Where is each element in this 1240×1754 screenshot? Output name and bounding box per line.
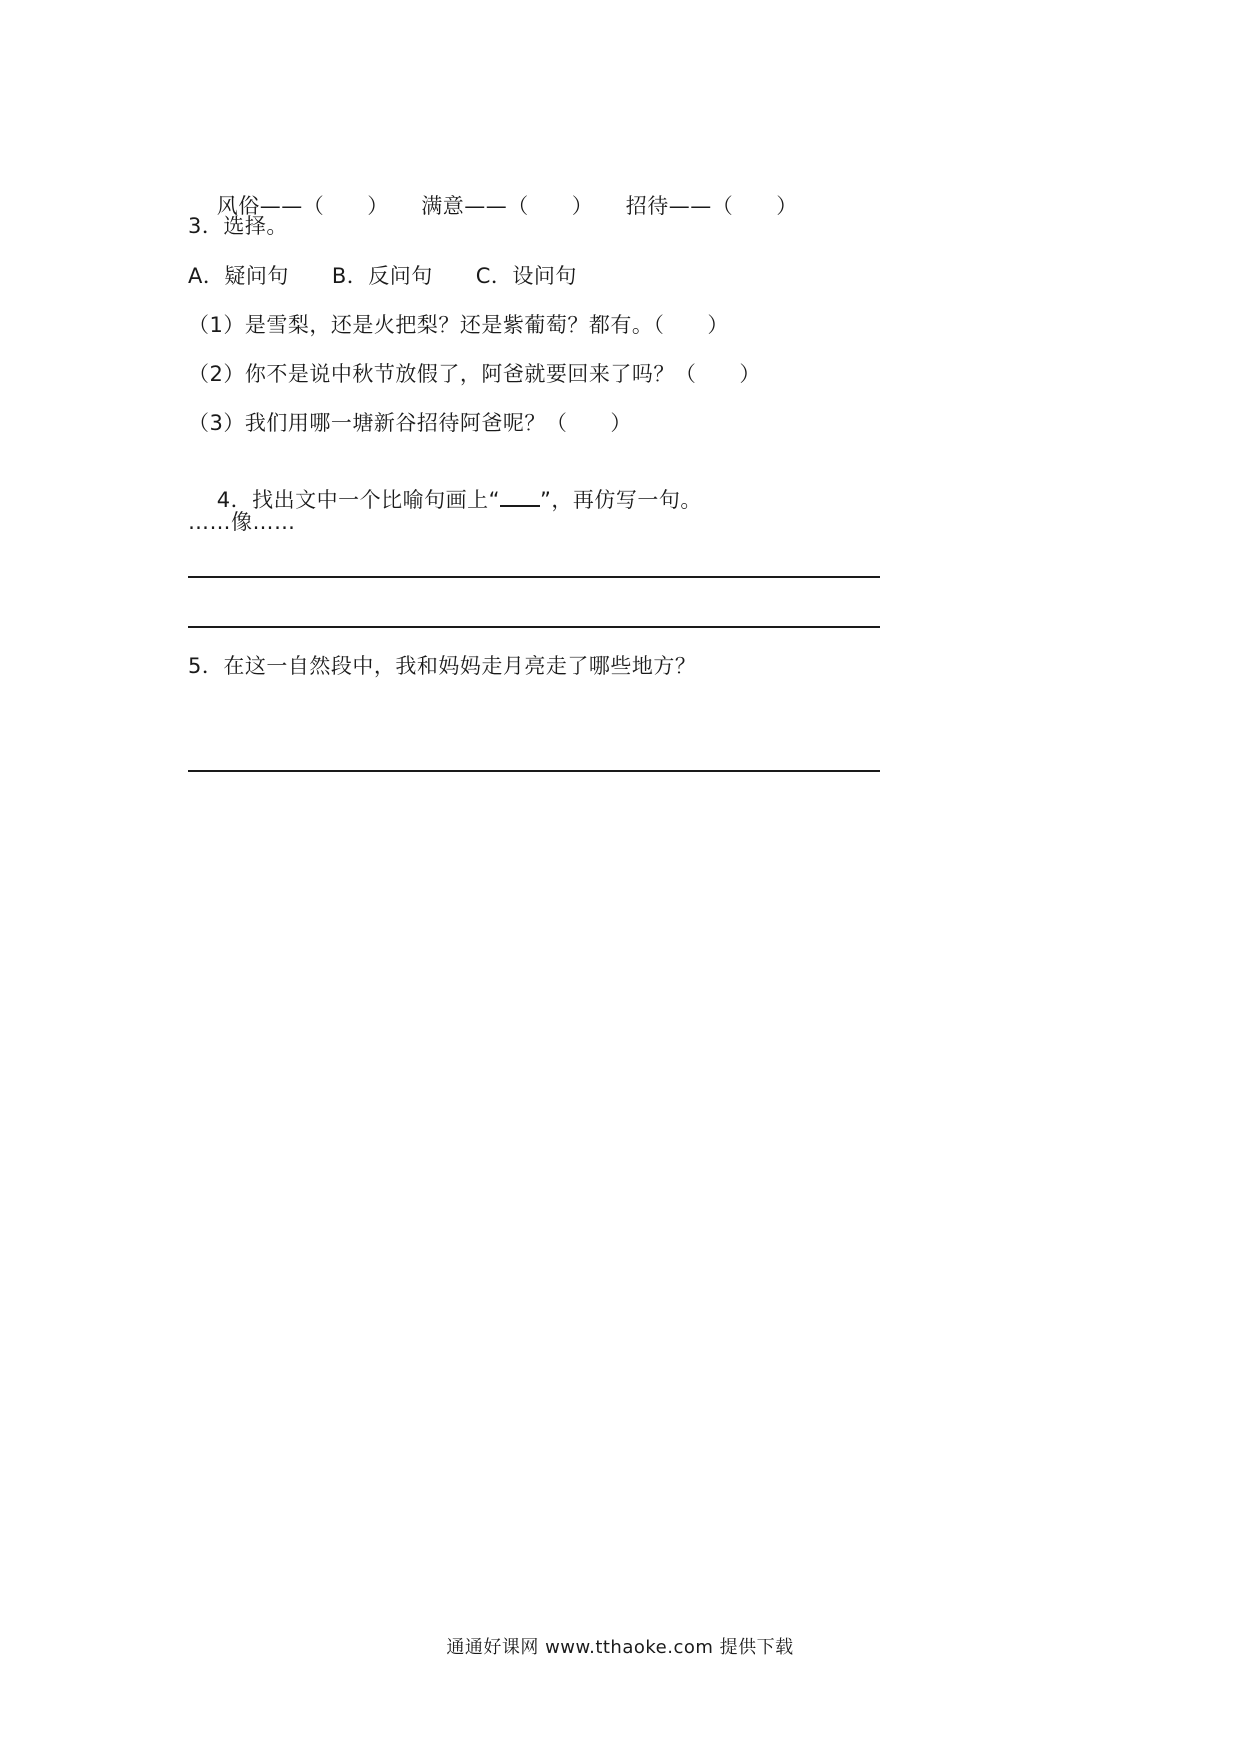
word-fengsu: 风俗 [216, 194, 260, 218]
question-3-item-3: （3）我们用哪一塘新谷招待阿爸呢？（ ） [188, 411, 632, 435]
answer-blank: ——（ ） [259, 194, 379, 218]
page-footer: 通通好课网 www.tthaoke.com 提供下载 [446, 1637, 794, 1658]
question-4-heading-text: 4．找出文中一个比喻句画上“ [216, 488, 500, 512]
question-4-pattern: ……像…… [188, 510, 296, 534]
answer-blank: ——（ ） [464, 194, 583, 218]
answer-line [188, 576, 880, 578]
question-3-item-2: （2）你不是说中秋节放假了，阿爸就要回来了吗？（ ） [188, 362, 761, 386]
answer-line [188, 770, 880, 772]
question-5-heading: 5．在这一自然段中，我和妈妈走月亮走了哪些地方？ [188, 654, 697, 678]
answer-line [188, 626, 880, 628]
question-4-heading-tail: ”，再仿写一句。 [539, 488, 702, 512]
answer-blank: ——（ ） [668, 194, 798, 218]
question-3-options: A．疑问句 B．反问句 C．设问句 [188, 264, 577, 288]
question-3-heading: 3．选择。 [188, 214, 288, 238]
word-manyi: 满意 [421, 194, 465, 218]
word-zhaodai: 招待 [625, 194, 669, 218]
question-3-item-1: （1）是雪梨，还是火把梨？还是紫葡萄？都有。（ ） [188, 313, 729, 337]
underline-mark [500, 487, 540, 507]
